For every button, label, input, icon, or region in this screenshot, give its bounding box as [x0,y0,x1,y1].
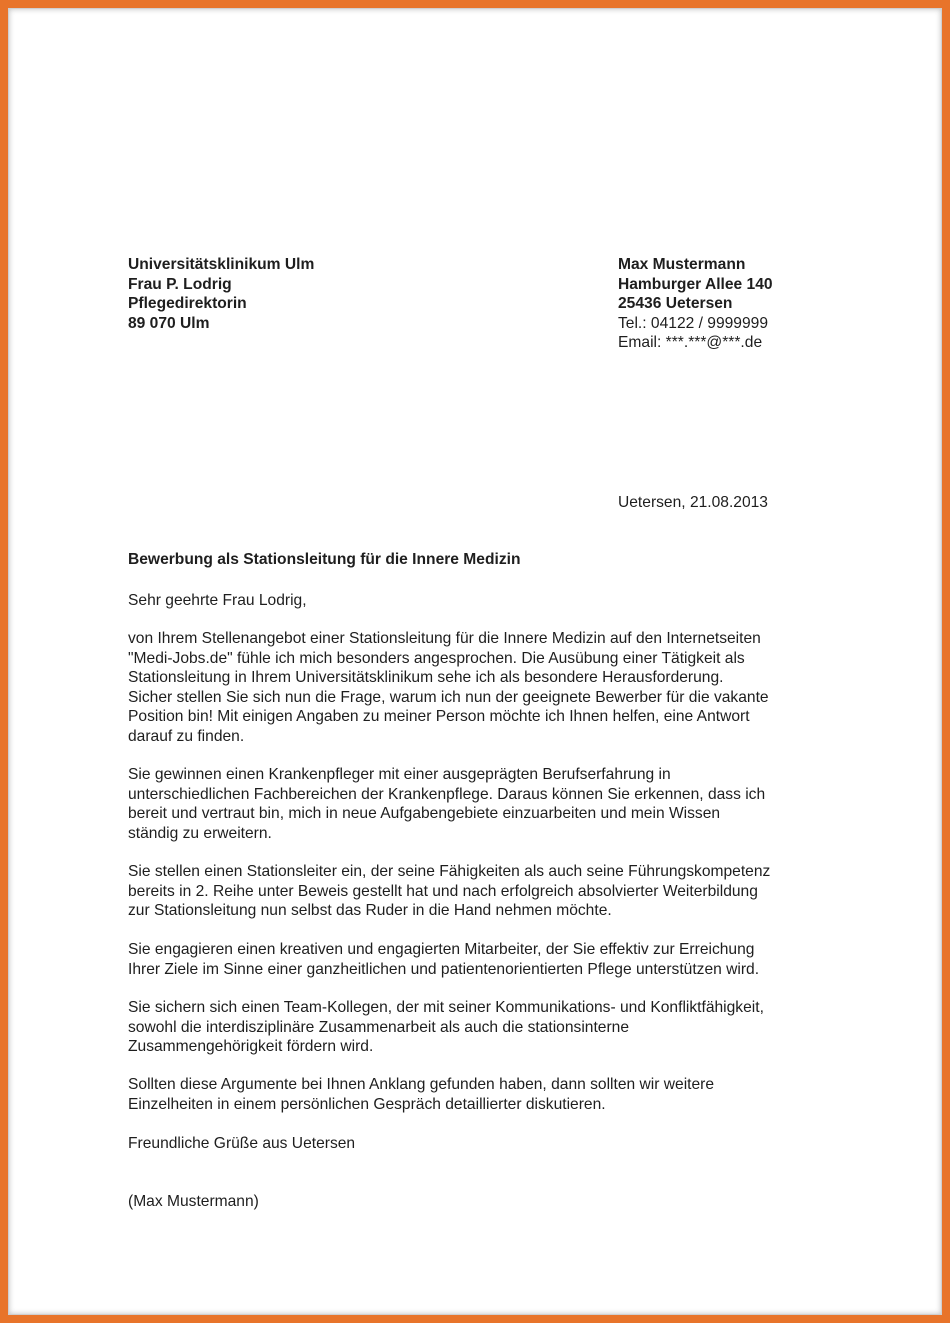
paragraph-line: Sie sichern sich einen Team-Kollegen, der mit seiner Kommunikations- und Konfliktfähigkeit, [128,999,764,1016]
paragraph-line: bereit und vertraut bin, mich in neue Aufgabengebiete einzuarbeiten und mein Wissen [128,805,721,822]
recipient-organization: Universitätsklinikum Ulm [128,256,315,273]
paragraph-line: Position bin! Mit einigen Angaben zu meiner Person möchte ich Ihnen helfen, eine Antwort [128,708,750,725]
paragraph-2 [128,765,828,843]
paragraph-line: zur Stationsleitung nun selbst das Ruder in die Hand nehmen möchte. [128,902,612,919]
sender-name: Max Mustermann [618,256,746,273]
paragraph-line: Sicher stellen Sie sich nun die Frage, warum ich nun der geeignete Bewerber für die vakante [128,688,769,706]
paragraph-3 [128,862,828,921]
paragraph-line: Sollten diese Argumente bei Ihnen Anklang gefunden haben, dann sollten wir weitere [128,1076,715,1093]
paragraph-line: unterschiedlichen Fachbereichen der Krankenpflege. Daraus können Sie erkennen, dass ich [128,785,766,803]
paragraph-line: Sie stellen einen Stationsleiter ein, der seine Fähigkeiten als auch seine Führungskompetenz [128,863,771,880]
sender-street: Hamburger Allee 140 [618,275,773,293]
recipient-city: 89 070 Ulm [128,314,210,332]
sender-email: Email: ***.***@***.de [618,334,763,351]
paragraph-line: sowohl die interdisziplinäre Zusammenarbeit als auch die stationsinterne [128,1018,629,1036]
paragraph-line: von Ihrem Stellenangebot einer Stationsleitung für die Innere Medizin auf den Internetseiten [128,630,761,647]
paragraph-line: darauf zu finden. [128,727,245,745]
paragraph-line: "Medi-Jobs.de" fühle ich mich besonders angesprochen. Die Ausübung einer Tätigkeit als [128,649,745,667]
signature: (Max Mustermann) [128,1193,259,1210]
paragraph-line: ständig zu erweitern. [128,824,272,842]
sender-phone: Tel.: 04122 / 9999999 [618,314,768,332]
paragraph-line: Sie engagieren einen kreativen und engagierten Mitarbeiter, der Sie effektiv zur Erreichung [128,941,755,958]
sender-address [618,255,773,353]
letter-subject: Bewerbung als Stationsleitung für die Innere Medizin [128,551,521,568]
paragraph-line: Stationsleitung in Ihrem Universitätsklinikum sehe ich als besondere Herausforderung. [128,669,724,686]
paragraph-6 [128,1075,828,1114]
letter-date: Uetersen, 21.08.2013 [618,494,768,511]
paragraph-1 [128,629,828,746]
paragraph-line: bereits in 2. Reihe unter Beweis gestellt hat und nach erfolgreich absolvierter Weiterbildung [128,882,758,900]
recipient-name: Frau P. Lodrig [128,275,232,293]
paragraph-5 [128,998,828,1057]
sender-city: 25436 Uetersen [618,295,733,312]
paragraph-4 [128,940,828,979]
paragraph-line: Sie gewinnen einen Krankenpfleger mit einer ausgeprägten Berufserfahrung in [128,766,671,783]
closing: Freundliche Grüße aus Uetersen [128,1135,356,1152]
paragraph-line: Einzelheiten in einem persönlichen Gespräch detaillierter diskutieren. [128,1095,606,1113]
salutation: Sehr geehrte Frau Lodrig, [128,592,307,609]
recipient-title: Pflegedirektorin [128,295,247,312]
paragraph-line: Ihrer Ziele im Sinne einer ganzheitlichen und patientenorientierten Pflege unterstützen wird. [128,960,760,978]
recipient-address [128,255,314,333]
paragraph-line: Zusammengehörigkeit fördern wird. [128,1038,374,1055]
